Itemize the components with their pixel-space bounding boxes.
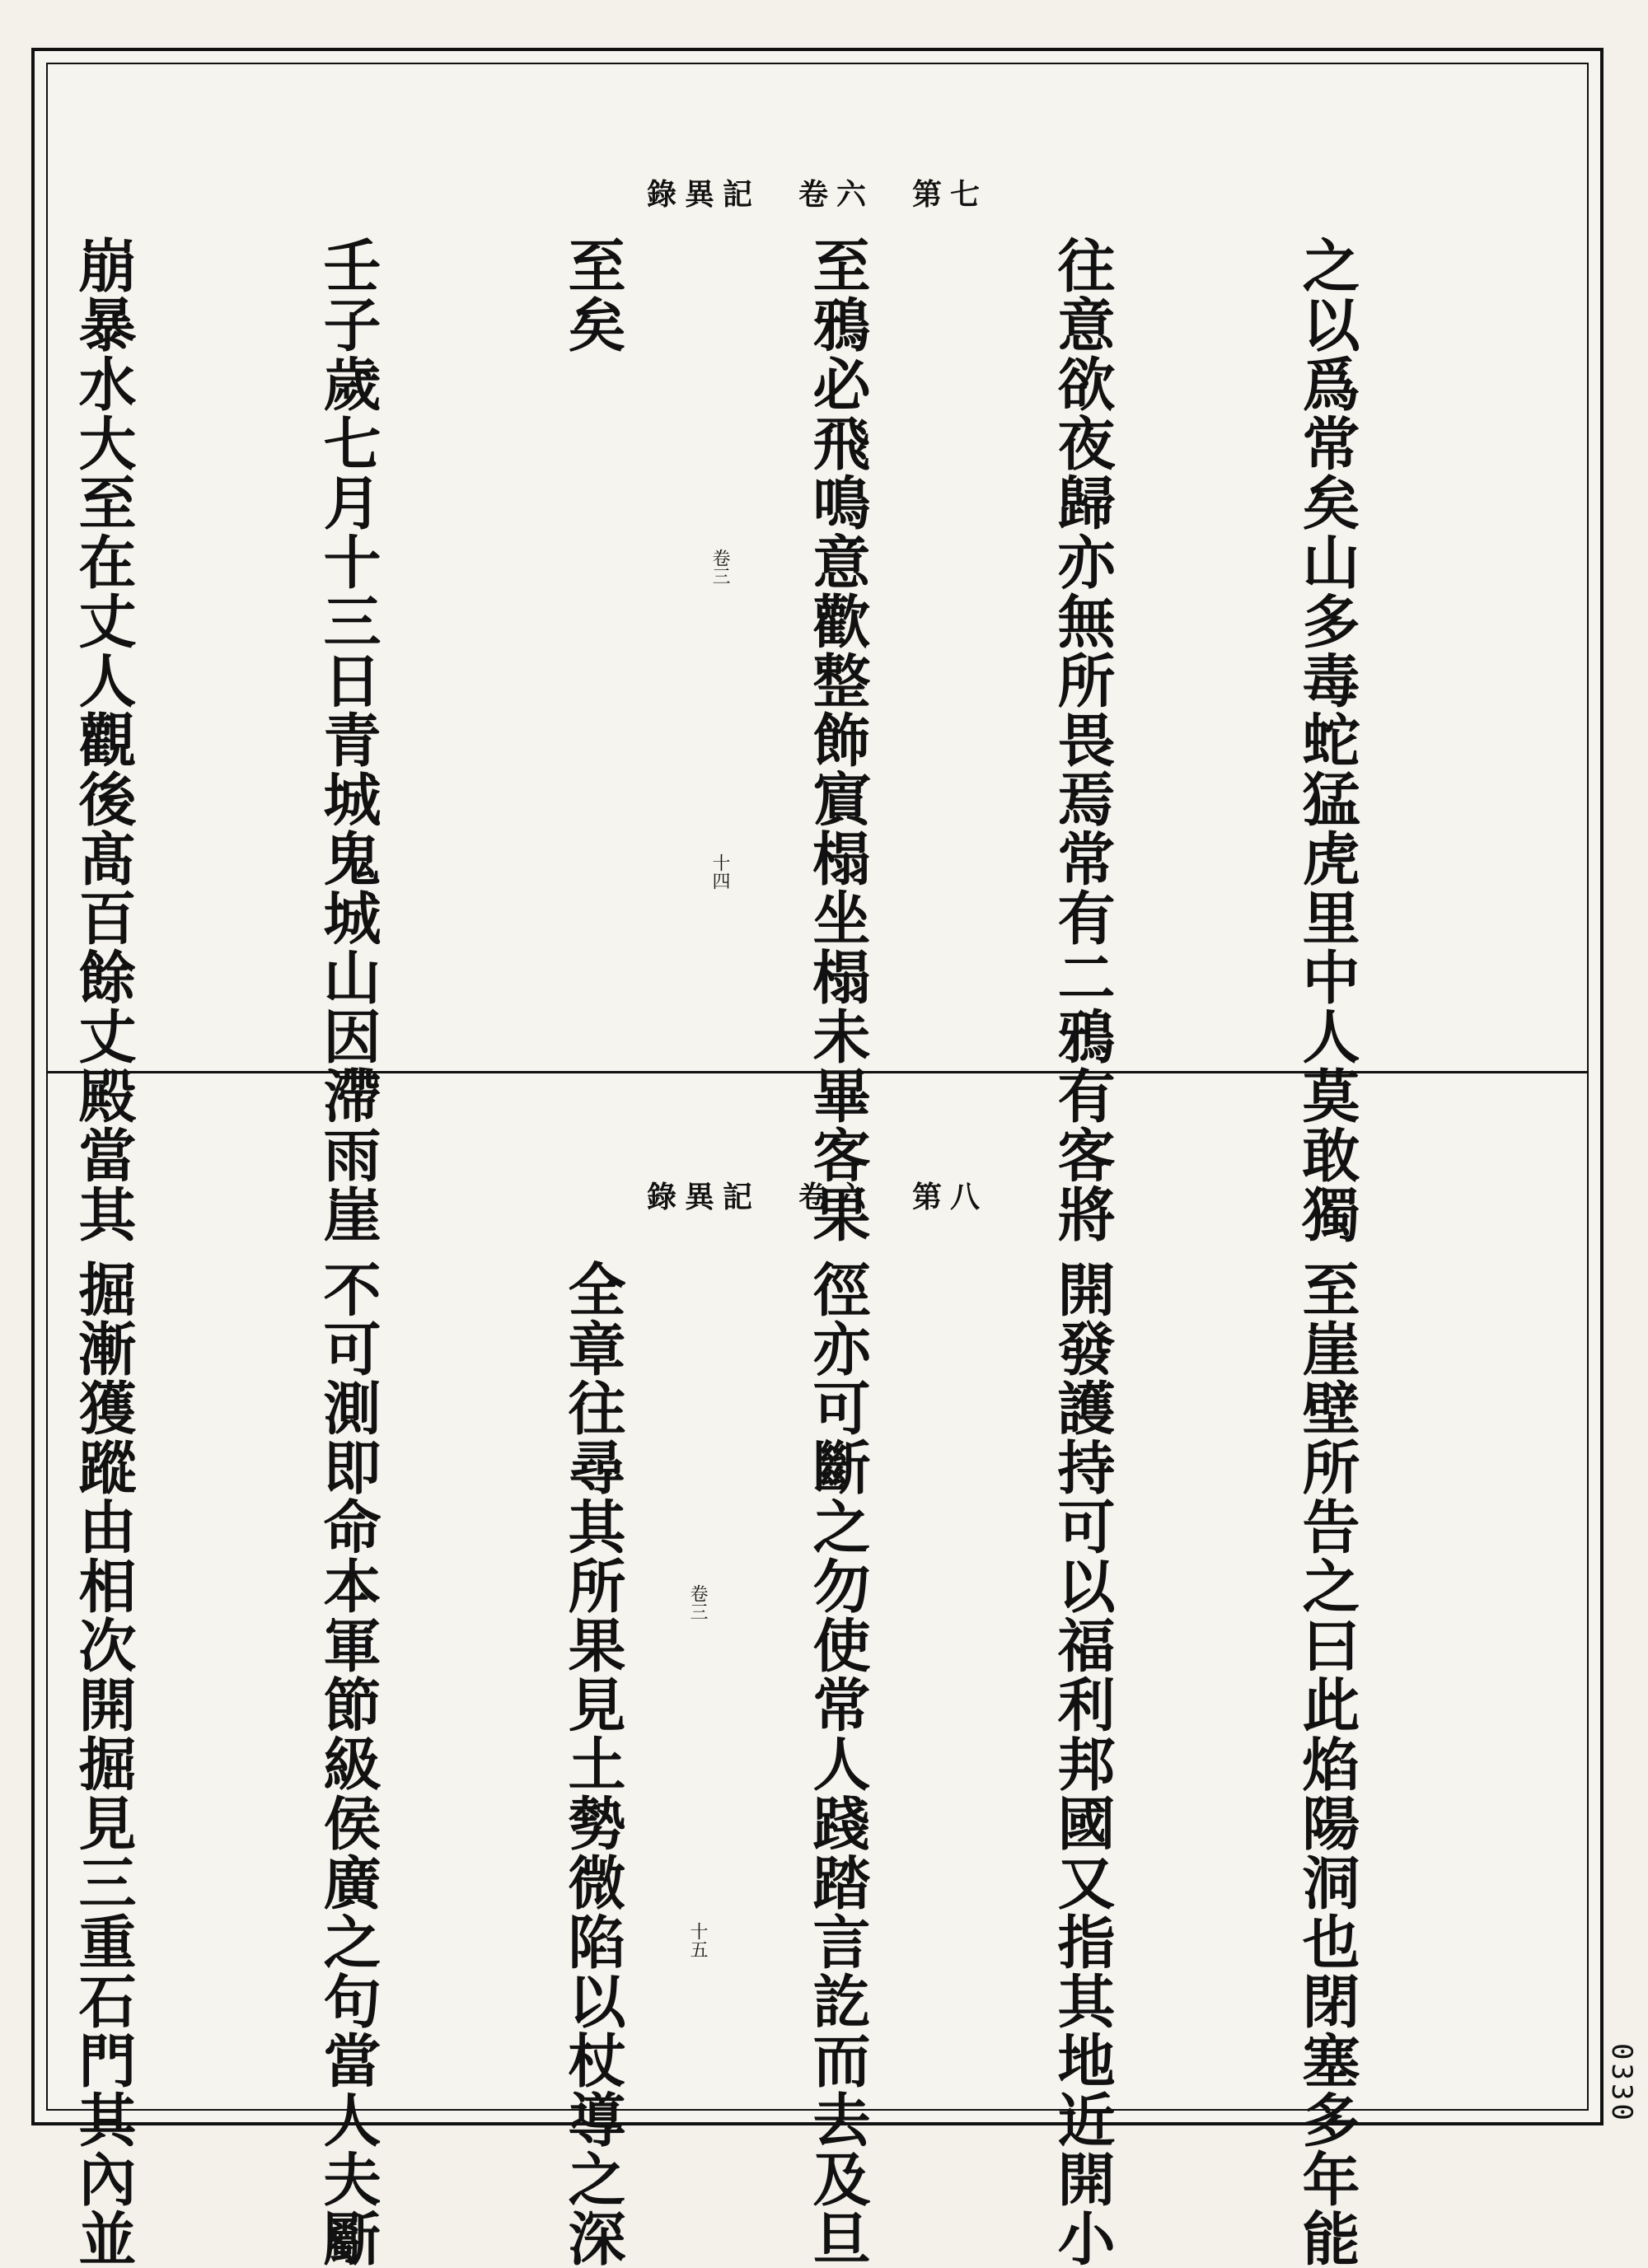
lower-text-block: [0, 1260, 1531, 2268]
page-number: 0330: [1605, 2043, 1638, 2124]
text-column: 壬子歲七月十三日青城鬼城山因滯雨崖: [314, 236, 382, 1244]
text-column: 不可測即命本軍節級侯廣之句當人夫斸: [314, 1260, 382, 2268]
upper-folio-volume: 卷三: [709, 549, 730, 585]
upper-folio-number: 十四: [709, 853, 730, 890]
text-column: 掘漸獲蹤由相次開掘見三重石門其內並: [69, 1260, 138, 2268]
lower-leaf: [46, 1073, 1589, 2268]
text-column: 至矣: [559, 236, 627, 354]
lower-running-head: 錄異記 卷六 第八: [646, 1180, 988, 1214]
upper-running-head: 錄異記 卷六 第七: [646, 177, 988, 212]
text-column: 開發護持可以福利邦國又指其地近開小: [1048, 1260, 1117, 2268]
lower-folio-number: 十五: [687, 1922, 708, 1958]
text-column: 至鴉必飛鳴意歡整飾賔榻坐榻未畢客果: [803, 236, 872, 1244]
text-column: 往意欲夜歸亦無所畏焉常有二鴉有客將: [1048, 236, 1117, 1244]
text-column: 全章往尋其所果見土勢微陷以杖導之深: [559, 1260, 627, 2268]
text-column: 之以爲常矣山多毒蛇猛虎里中人莫敢獨: [1293, 236, 1361, 1244]
lower-folio-volume: 卷三: [687, 1584, 708, 1620]
text-column: 崩暴水大至在丈人觀後髙百餘丈殿當其: [69, 236, 138, 1244]
text-column: 至崖壁所告之曰此焰陽洞也閉塞多年能: [1293, 1260, 1361, 2268]
text-column: 徑亦可斷之勿使常人踐踏言訖而去及旦: [803, 1260, 872, 2268]
